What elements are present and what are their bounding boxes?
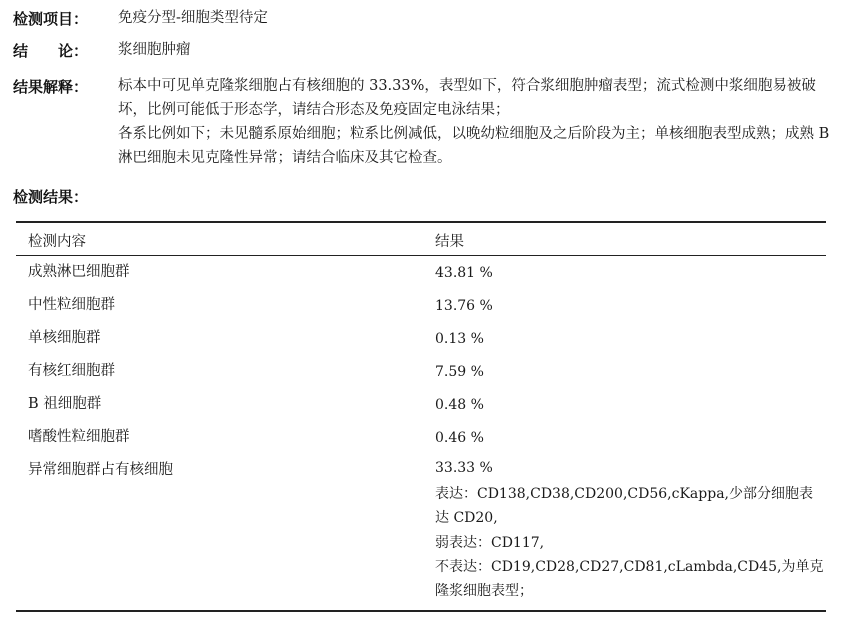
row-value: 0.46 % xyxy=(435,430,484,446)
row-name: B 祖细胞群 xyxy=(28,396,102,412)
expressed-markers: 表达：CD138,CD38,CD200,CD56,cKappa,少部分细胞表达 CD20, xyxy=(435,486,813,527)
interpretation-text xyxy=(118,74,833,170)
conclusion-value: 浆细胞肿瘤 xyxy=(118,42,191,58)
interpretation-label: 结果解释： xyxy=(13,78,89,96)
row-name: 单核细胞群 xyxy=(28,330,101,346)
row-name: 异常细胞群占有核细胞 xyxy=(28,462,173,478)
column-header-result: 结果 xyxy=(435,234,464,250)
row-value: 13.76 % xyxy=(435,298,493,314)
row-name: 成熟淋巴细胞群 xyxy=(28,264,130,280)
table-bottom-rule xyxy=(16,610,826,612)
item-value: 免疫分型-细胞类型待定 xyxy=(118,10,268,26)
interpretation-paragraph-1: 标本中可见单克隆浆细胞占有核细胞的 33.33%，表型如下，符合浆细胞肿瘤表型；流式检测中浆细胞易被破坏，比例可能低于形态学，请结合形态及免疫固定电泳结果； xyxy=(118,78,816,118)
interpretation-paragraph-2: 各系比例如下；未见髓系原始细胞；粒系比例减低，以晚幼粒细胞及之后阶段为主；单核细胞表型成熟；成熟 B 淋巴细胞未见克隆性异常；请结合临床及其它检查。 xyxy=(118,126,830,166)
row-name: 嗜酸性粒细胞群 xyxy=(28,429,130,445)
item-label: 检测项目： xyxy=(13,10,89,28)
results-label: 检测结果： xyxy=(13,188,89,206)
row-value: 43.81 % xyxy=(435,265,493,281)
row-value: 0.13 % xyxy=(435,331,484,347)
row-name: 有核红细胞群 xyxy=(28,363,115,379)
weak-markers: 弱表达：CD117, xyxy=(435,534,545,551)
row-value: 33.33 % xyxy=(435,460,493,476)
table-header-rule xyxy=(16,255,826,256)
not-expressed-markers: 不表达：CD19,CD28,CD27,CD81,cLambda,CD45,为单克隆浆细胞表型； xyxy=(435,558,824,600)
conclusion-label: 结 论： xyxy=(13,42,89,60)
row-value: 0.48 % xyxy=(435,397,484,413)
row-name: 中性粒细胞群 xyxy=(28,297,115,313)
abnormal-phenotype-detail xyxy=(435,482,825,603)
table-top-rule xyxy=(16,221,826,223)
row-value: 7.59 % xyxy=(435,364,484,380)
column-header-content: 检测内容 xyxy=(28,234,86,250)
